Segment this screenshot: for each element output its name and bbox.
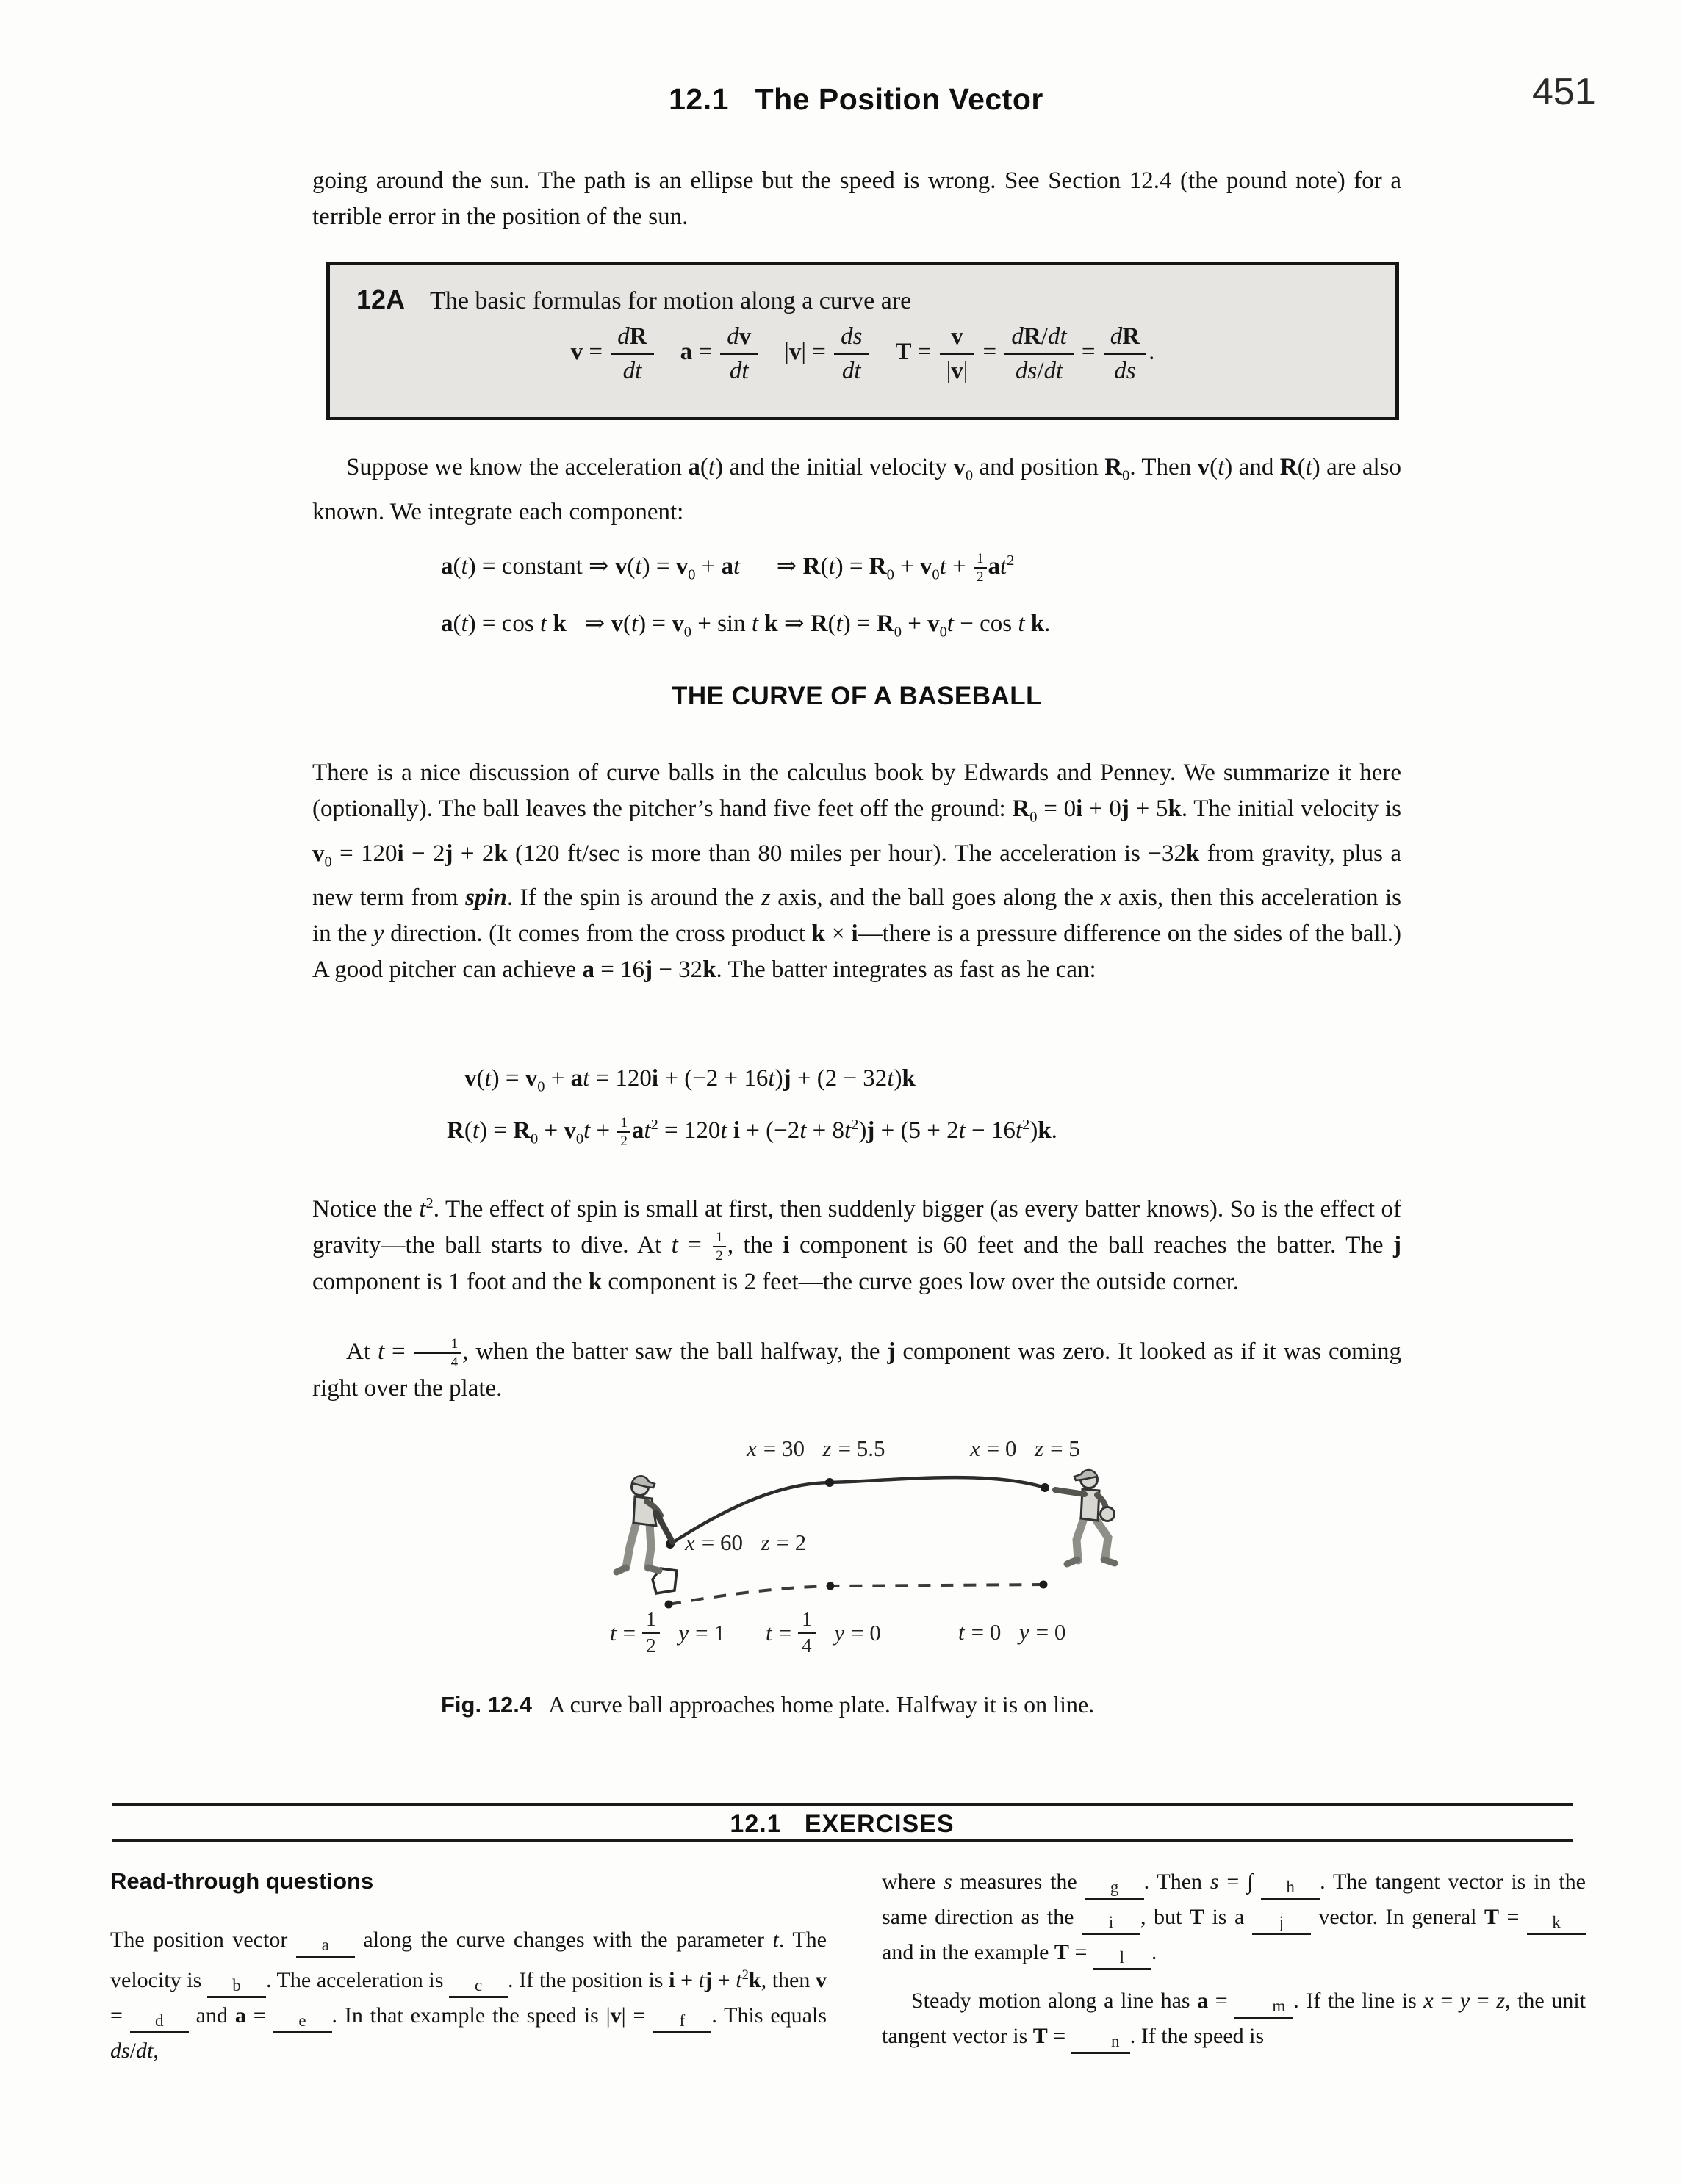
- section-title: The Position Vector: [755, 82, 1043, 116]
- equation-constant-acceleration: a(t) = constant ⇒ $v(t) = v_0$ + at ⇒ $R(t) = R_0 + v_0t$ + $\frac{1}{2}$ $at^2$: [441, 551, 1015, 585]
- integrate-paragraph: Suppose we know the acceleration a(t) and the initial velocity $v_0$ and position $R_0$. Then v(t) and R(t) are also known. We integrate each component:: [312, 454, 1401, 525]
- figure-label-x60-z2: x = 60 z = 2: [685, 1529, 807, 1555]
- exercises-right-paragraph-2: Steady motion along a line has a = m . If the line is x = y = z, the unit tangent vector is T = n . If the speed is: [882, 1983, 1586, 2054]
- shadow-dot-t-quarter: [827, 1582, 835, 1590]
- pitcher-figure: [1055, 1470, 1115, 1564]
- exercises-right-paragraph-1: where s measures the g . Then s = ∫ h . The tangent vector is in the same direction as the i , but T is a j vector. In general T = k and in the example T = l .: [882, 1864, 1586, 1970]
- figure-label-t-zero: t = 0 y = 0: [958, 1619, 1066, 1645]
- baseball-heading: THE CURVE OF A BASEBALL: [671, 682, 1043, 710]
- velocity-equation: $v(t) = v_0$ + at = 120i + (−2 + 16t)j + (2 − 32t)k: [464, 1065, 916, 1095]
- spin-effect-paragraph: Notice the $t^2$. The effect of spin is small at first, then suddenly bigger (as every batter knows). So is the effect of gravity—the ball starts to dive. At t = $\frac{1}{2}$ , the i component is 60 feet and the ball reaches the batter. The j component is 1 foot and the k component is 2 feet—the curve goes low over the outside corner.: [312, 1195, 1402, 1295]
- position-equation: $R(t) = R_0 + v_0t$ + $\frac{1}{2}$ $at^2 = 120t$ $i + (-2t + 8t^2)j + (5 + 2t - 16t^2)k$.: [447, 1115, 1057, 1150]
- pitcher-throwing-arm: [1055, 1490, 1085, 1494]
- figure-12-4: [573, 1427, 1433, 1675]
- batter-back-leg: [626, 1522, 636, 1568]
- box-title-row: [356, 284, 911, 315]
- batter-figure: [617, 1476, 672, 1572]
- pitcher-glove: [1101, 1507, 1115, 1521]
- page-number: 451: [1532, 71, 1596, 113]
- baseball-paragraph: There is a nice discussion of curve balls in the calculus book by Edwards and Penney. We summarize it here (optionally). The ball leaves the pitcher’s hand five feet off the ground: $R_0 = 0i + 0j + 5k$. The initial velocity is $v_0 = 120i - 2j + 2k$ (120 ft/sec is more than 80 miles per hour). The acceleration is −32k from gravity, plus a new term from spin. If the spin is around the z axis, and the ball goes along the x axis, then this acceleration is in the y direction. (It comes from the cross product k × i—there is a pressure difference on the sides of the ball.) A good pitcher can achieve a = 16j − 32k. The batter integrates as fast as he can:: [312, 760, 1402, 984]
- batter-front-leg: [648, 1524, 651, 1568]
- equation-cosine-acceleration: a(t) = cos t k ⇒ $v(t) = v_0 + \sin t$ k ⇒ $R(t) = R_0 + v_0t - \cos t$ k.: [441, 610, 1051, 641]
- pitcher-back-leg: [1096, 1519, 1108, 1558]
- figure-label-t-quarter: t = 1 4 y = 0: [766, 1608, 881, 1657]
- readthrough-paragraph: The position vector a along the curve changes with the parameter t. The velocity is b . The acceleration is c . If the position is i + tj + $t^2k$, then v = d and a = e . In that example the speed is |v| = f . This equals ds/dt,: [110, 1928, 827, 2063]
- figure-caption: [441, 1691, 1094, 1718]
- exercises-left-column: [110, 1868, 827, 2068]
- figure-caption-tag: Fig. 12.4: [441, 1692, 533, 1718]
- baseball-bat: [656, 1513, 672, 1542]
- section-number: 12.1: [669, 82, 729, 116]
- batter-front-foot: [648, 1568, 659, 1571]
- formula-box-12a: [326, 262, 1399, 420]
- pitcher-front-leg: [1077, 1518, 1084, 1560]
- exercises-right-column: [882, 1864, 1586, 2054]
- ball-dashed-path: [669, 1585, 1043, 1604]
- figure-label-x30-z5-5: x = 30 z = 5.5: [747, 1435, 885, 1461]
- shadow-dot-t-half: [665, 1601, 673, 1609]
- ball-dot-halfway: [825, 1478, 834, 1487]
- figure-label-x0-z5: x = 0 z = 5: [970, 1435, 1080, 1461]
- halfway-paragraph: At t = $\frac{1}{4}$ , when the batter saw the ball halfway, the j component was zero. It looked as if it was coming right over the plate.: [312, 1336, 1401, 1402]
- pitcher-back-foot: [1104, 1560, 1115, 1563]
- figure-label-t-half: t = 1 2 y = 1: [610, 1608, 725, 1657]
- batter-back-foot: [617, 1568, 626, 1572]
- intro-paragraph: going around the sun. The path is an ellipse but the speed is wrong. See Section 12.4 (the pound note) for a terrible error in the position of the sun.: [312, 167, 1401, 230]
- exercises-rule-top: [112, 1803, 1573, 1806]
- exercises-header: 12.1 EXERCISES: [730, 1810, 955, 1838]
- pitcher-front-foot: [1067, 1560, 1077, 1564]
- readthrough-heading: Read-through questions: [110, 1868, 374, 1894]
- ball-dot-release: [1041, 1483, 1049, 1492]
- running-head: [312, 82, 1400, 117]
- box-title-text: The basic formulas for motion along a curve are: [430, 287, 912, 314]
- shadow-dot-t-zero: [1040, 1581, 1048, 1589]
- exercises-rule-bottom: [112, 1839, 1573, 1842]
- box-label: 12A: [356, 284, 406, 314]
- figure-caption-text: A curve ball approaches home plate. Halfway it is on line.: [548, 1691, 1095, 1718]
- box-formula: v = $\frac{dR}{dt}$ a = $\frac{dv}{dt}$ |v| = $\frac{ds}{dt}$ T = $\frac{v}{|v|}$ = $\frac{dR/dt}{ds/dt}$ = $\frac{dR}{ds}$ .: [570, 323, 1155, 385]
